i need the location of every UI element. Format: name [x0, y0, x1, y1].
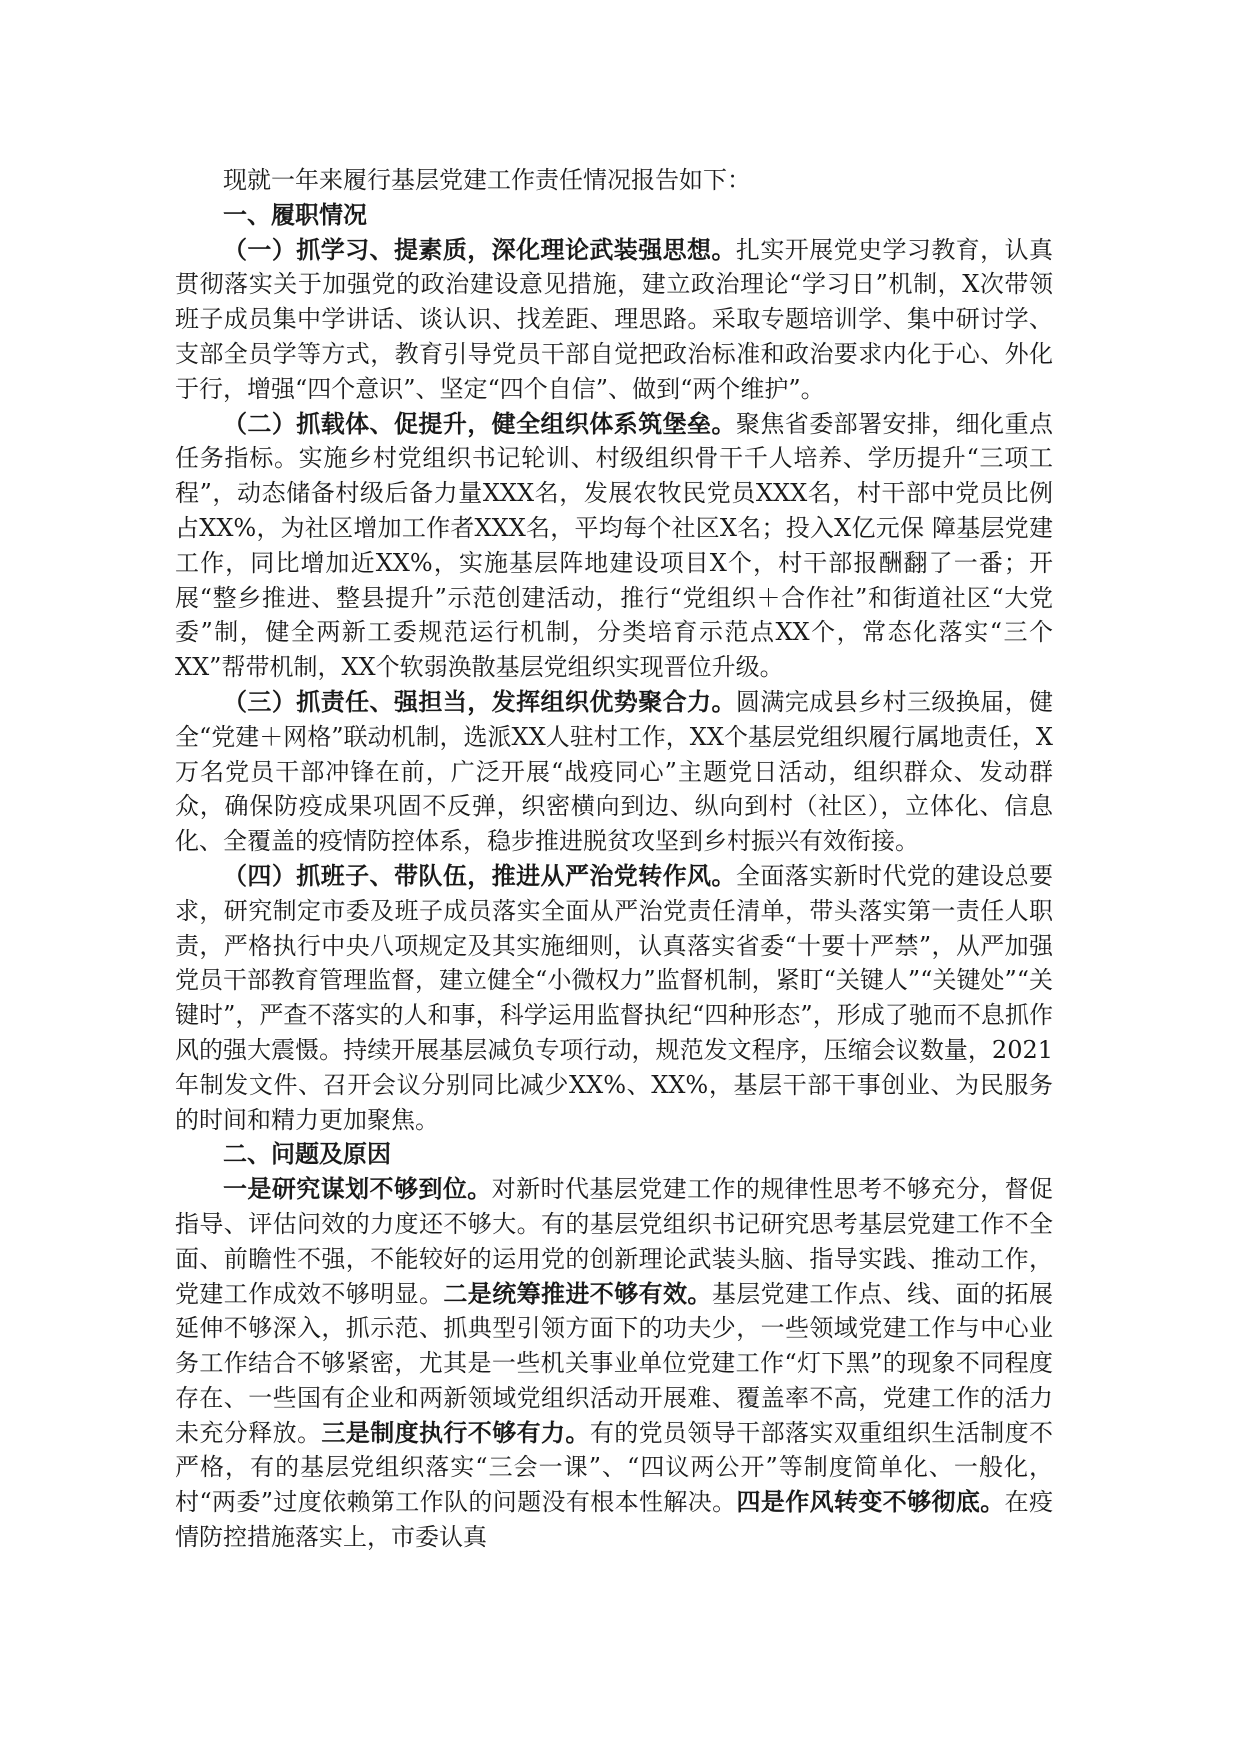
section-paragraph-4 — [175, 859, 1053, 1137]
section-title-4: （四）抓班子、带队伍，推进从严治党转作风。 — [223, 860, 736, 890]
problem-lead-3: 三是制度执行不够有力。 — [321, 1417, 590, 1447]
section-body-4: 全面落实新时代党的建设总要求，研究制定市委及班子成员落实全面从严治党责任清单，带头落实第一责任人职责，严格执行中央八项规定及其实施细则，认真落实省委“十要十严禁”，从严加强党员干部教育管理监督，建立健全“小微权力”监督机制，紧盯“关键人”“关键处”“关键时”，严查不落实的人和事，科学运用监督执纪“四种形态”，形成了驰而不息抓作风的强大震慑。持续开展基层减负专项行动，规范发文程序，压缩会议数量，2021年制发文件、召开会议分别同比减少XX%、XX%，基层干部干事创业、为民服务的时间和精力更加聚焦。 — [175, 861, 1054, 1134]
heading-performance: 一、履职情况 — [223, 199, 367, 229]
problems-paragraph — [175, 1172, 1053, 1555]
problem-lead-4: 四是作风转变不够彻底。 — [736, 1487, 1005, 1517]
section-body-1: 扎实开展党史学习教育，认真贯彻落实关于加强党的政治建设意见措施，建立政治理论“学习日”机制，X次带领班子成员集中学讲话、谈认识、找差距、理思路。采取专题培训学、集中研讨学、支部全员学等方式，教育引导党员干部自觉把政治标准和政治要求内化于心、外化于行，增强“四个意识”、坚定“四个自信”、做到“两个维护”。 — [175, 235, 1054, 403]
section-paragraph-1 — [175, 233, 1053, 407]
section-paragraph-3 — [175, 685, 1053, 859]
intro-paragraph: 现就一年来履行基层党建工作责任情况报告如下： — [223, 166, 751, 194]
problem-text-3: 有的党员领导干部落实双重组织生活制度不严格，有的基层党组织落实“三会一课”、“四议两公开”等制度简单化、一般化，村“两委”过度依赖第工作队的问题没有根本性解决。 — [175, 1418, 1054, 1517]
document-body — [175, 163, 1053, 1555]
section-title-2: （二）抓载体、促提升，健全组织体系筑堡垒。 — [223, 408, 736, 438]
heading-problems: 二、问题及原因 — [223, 1139, 391, 1169]
problem-lead-1: 一是研究谋划不够到位。 — [223, 1174, 492, 1204]
problem-text-1: 对新时代基层党建工作的规律性思考不够充分，督促指导、评估问效的力度还不够大。有的基层党组织书记研究思考基层党建工作不全面、前瞻性不强，不能较好的运用党的创新理论武装头脑、指导实践、推动工作，党建工作成效不够明显。 — [175, 1175, 1054, 1308]
section-title-3: （三）抓责任、强担当，发挥组织优势聚合力。 — [223, 686, 736, 716]
problem-text-2: 基层党建工作点、线、面的拓展延伸不够深入，抓示范、抓典型引领方面下的功夫少，一些领域党建工作与中心业务工作结合不够紧密，尤其是一些机关事业单位党建工作“灯下黑”的现象不同程度存在、一些国有企业和两新领域党组织活动开展难、覆盖率不高，党建工作的活力未充分释放。 — [175, 1279, 1054, 1447]
section-title-1: （一）抓学习、提素质，深化理论武装强思想。 — [223, 234, 736, 264]
section-body-3: 圆满完成县乡村三级换届，健全“党建＋网格”联动机制，选派XX人驻村工作，XX个基层党组织履行属地责任，X万名党员干部冲锋在前，广泛开展“战疫同心”主题党日活动，组织群众、发动群众，确保防疫成果巩固不反弹，织密横向到边、纵向到村（社区），立体化、信息化、全覆盖的疫情防控体系，稳步推进脱贫攻坚到乡村振兴有效衔接。 — [175, 687, 1054, 856]
section-paragraph-2 — [175, 407, 1053, 685]
problem-text-4: 在疫情防控措施落实上，市委认真 — [175, 1488, 1054, 1552]
problem-lead-2: 二是统筹推进不够有效。 — [443, 1278, 712, 1308]
section-body-2: 聚焦省委部署安排，细化重点任务指标。实施乡村党组织书记轮训、村级组织骨干千人培养、学历提升“三项工程”，动态储备村级后备力量XXX名，发展农牧民党员XXX名，村干部中党员比例占XX%，为社区增加工作者XXX名，平均每个社区X名；投入X亿元保 障基层党建工作，同比增加近XX%，实施基层阵地建设项目X个，村干部报酬翻了一番；开展“整乡推进、整县提升”示范创建活动，推行“党组织＋合作社”和街道社区“大党委”制，健全两新工委规范运行机制，分类培育示范点XX个，常态化落实“三个XX”帮带机制，XX个软弱涣散基层党组织实现晋位升级。 — [175, 409, 1054, 682]
